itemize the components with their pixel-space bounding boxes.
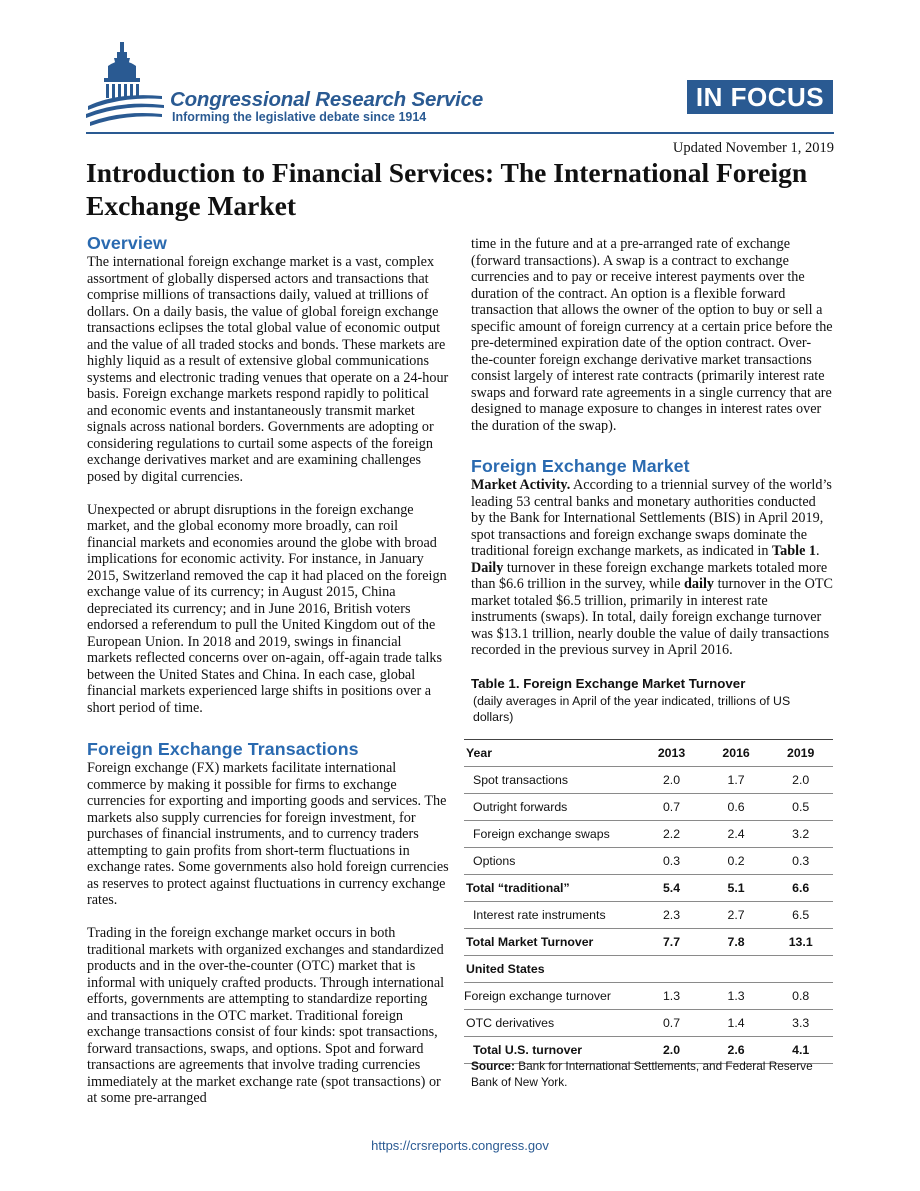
column-header-2019: 2019: [787, 746, 815, 760]
left-column: [87, 232, 449, 1107]
org-tagline: Informing the legislative debate since 1914: [172, 110, 427, 124]
column-header-2013: 2013: [657, 746, 686, 760]
table-section-row: United States: [464, 956, 833, 983]
table-header-row: [464, 740, 833, 767]
column-header-year: Year: [466, 746, 492, 760]
header-divider: [86, 132, 834, 134]
market-activity-lead: Market Activity.: [471, 477, 571, 493]
table-row: Foreign exchange swaps 2.2 2.4 3.2: [464, 821, 833, 848]
table-row-total: Total “traditional” 5.4 5.1 6.6: [464, 875, 833, 902]
page-title: Introduction to Financial Services: The International Foreign Exchange Market: [86, 157, 808, 221]
table-subtitle: (daily averages in April of the year indicated, trillions of US dollars): [473, 693, 791, 724]
source-text: Bank for International Settlements, and Federal Reserve Bank of New York.: [471, 1059, 813, 1089]
updated-date: Updated November 1, 2019: [672, 140, 834, 156]
fx-transactions-paragraph-1: Foreign exchange (FX) markets facilitate international commerce by making it possible for firms to exchange currencies for exporting and importing goods and services. The markets also supply currencies for foreign investment, for purchases of financial instruments, and to currency traders attempting to gain profits from short-term fluctuations in exchange rates. Some governments also hold foreign currencies as reserves to protect against fluctuations in currency exchange rates.: [87, 760, 449, 908]
table-row-total: Total Market Turnover 7.7 7.8 13.1: [464, 929, 833, 956]
in-focus-badge: IN FOCUS: [687, 80, 833, 114]
table-row: Spot transactions 2.0 1.7 2.0: [464, 767, 833, 794]
fx-market-heading: Foreign Exchange Market: [471, 456, 690, 476]
overview-paragraph-1: The international foreign exchange market is a vast, complex assortment of globally dispersed actors and transactions that comprise millions of transactions daily, valued at trillions of dollars. On a daily basis, the value of global foreign exchange transactions eclipses the total global value of economic output and the value of all traded stocks and bonds. These markets are highly liquid as a result of extensive global communications systems and electronic trading venues that operate on a 24-hour basis. Foreign exchange markets respond rapidly to political and economic events and instantaneously transmit market signals across national borders. Governments are adopting or considering regulations to curtail some aspects of the foreign exchange derivatives market and are examining challenges posed by digital currencies.: [87, 254, 449, 485]
fx-market-paragraph: Market Activity. According to a triennial survey of the world’s leading 53 central banks and monetary authorities conducted by the Bank for International Settlements (BIS) in April 2019, spot transactions and foreign exchange swaps dominate the traditional foreign exchange markets, as indicated in Table 1. Daily turnover in these foreign exchange markets totaled more than $6.6 trillion in the survey, while daily turnover in the OTC market totaled $6.5 trillion, primarily in interest rate instruments (swaps). In total, daily foreign exchange turnover was $13.1 trillion, nearly double the value of daily transactions recorded in the previous survey in April 2016.: [471, 477, 834, 658]
column-header-2016: 2016: [722, 746, 750, 760]
source-label: Source:: [471, 1059, 515, 1073]
table-row-total: Total U.S. turnover 2.0 2.6 4.1: [464, 1037, 833, 1064]
footer-url-link[interactable]: https://crsreports.congress.gov: [371, 1138, 549, 1153]
table-row: Foreign exchange turnover 1.3 1.3 0.8: [464, 983, 833, 1010]
fx-turnover-table: [464, 739, 833, 1064]
org-name: Congressional Research Service: [170, 88, 484, 111]
fx-transactions-paragraph-3: time in the future and at a pre-arranged rate of exchange (forward transactions). A swap is a contract to exchange currencies and to pay or receive interest payments over the duration of the contract. An option is a flexible forward transaction that allows the owner of the option to buy or sell a specific amount of foreign currency at a certain price before the pre-determined expiration date of the option contract. Over-the-counter foreign exchange derivative market transactions consist largely of interest rate contracts (primarily interest rate swaps and forward rate agreements in a single currency that are designed to manage exposure to changes in interest rates over the duration of the swap).: [471, 236, 833, 434]
overview-paragraph-2: Unexpected or abrupt disruptions in the foreign exchange market, and the global economy more broadly, can roil financial markets and economies around the globe with broad implications for economic activity. For instance, in January 2015, Switzerland removed the cap it had placed on the foreign exchange value of its currency; in August 2015, China depreciated its currency; and in June 2016, British voters endorsed a referendum to pull the United Kingdom out of the European Union. In 2018 and 2019, swings in financial markets reflected concerns over on-again, off-again trade talks between the United States and China. In each case, global financial markets experienced large shifts in positions over a short period of time.: [87, 501, 447, 716]
table-row: Options 0.3 0.2 0.3: [464, 848, 833, 875]
overview-heading: Overview: [87, 233, 167, 253]
table-source-note: [471, 1058, 826, 1090]
table-row: OTC derivatives 0.7 1.4 3.3: [464, 1010, 833, 1037]
table-reference: Table 1: [771, 543, 817, 559]
fx-transactions-paragraph-2: Trading in the foreign exchange market occurs in both traditional markets with organized exchanges and standardized products and in the over-the-counter (OTC) market that is informal with uniquely crafted products. Through international efforts, governments are attempting to standardize reporting and transactions in the OTC market. Traditional foreign exchange transactions consist of four kinds: spot transactions, forward transactions, swaps, and options. Spot and forward transactions are agreements that involve trading currencies immediately at the market exchange rate (spot transactions) or at some pre-arranged: [87, 925, 445, 1106]
capitol-dome-logo-icon: [86, 40, 164, 126]
table-row: Interest rate instruments 2.3 2.7 6.5: [464, 902, 833, 929]
table-row: Outright forwards 0.7 0.6 0.5: [464, 794, 833, 821]
fx-transactions-heading: Foreign Exchange Transactions: [87, 739, 359, 759]
right-column: [471, 236, 833, 725]
table-title: Table 1. Foreign Exchange Market Turnover: [471, 675, 746, 691]
